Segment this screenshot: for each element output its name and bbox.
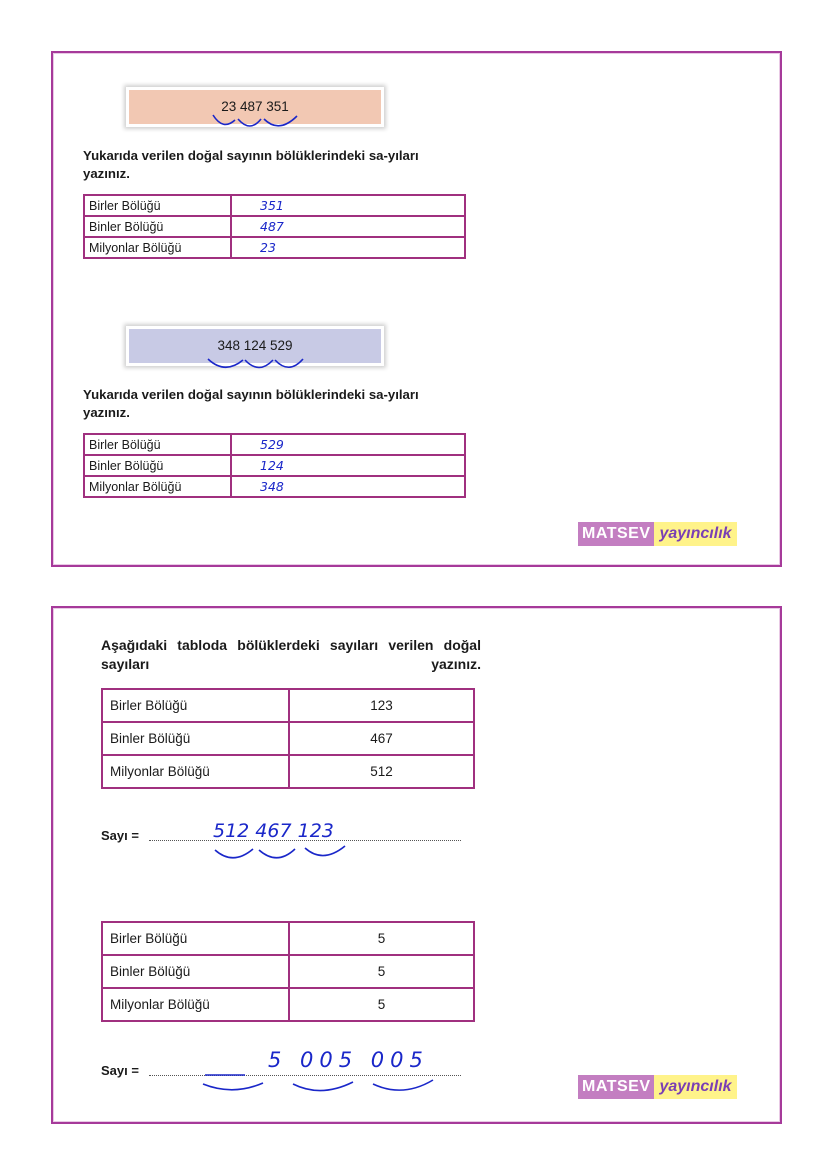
question-text: Yukarıda verilen doğal sayının bölüklerindeki sa-yıları yazınız. (83, 148, 419, 181)
table-row (84, 237, 465, 258)
table-row (84, 476, 465, 497)
question-text: Aşağıdaki tabloda bölüklerdeki sayıları verilen doğal sayıları yazınız. (101, 637, 481, 672)
sayi-label: Sayı = (101, 1063, 139, 1078)
table-row (102, 689, 474, 722)
answer-2[interactable]: 5 005 005 (268, 1048, 429, 1072)
row-value: 512 (289, 755, 474, 788)
group-table (83, 194, 466, 259)
group-table (101, 921, 475, 1022)
row-label: Birler Bölüğü (84, 195, 231, 216)
row-label: Binler Bölüğü (102, 955, 289, 988)
row-value: 5 (289, 922, 474, 955)
row-label: Birler Bölüğü (102, 922, 289, 955)
row-label: Milyonlar Bölüğü (102, 988, 289, 1021)
number-banner (126, 87, 384, 127)
row-answer[interactable]: 23 (231, 237, 465, 258)
row-value: 467 (289, 722, 474, 755)
question-text: Yukarıda verilen doğal sayının bölüklerindeki sa-yıları yazınız. (83, 387, 419, 420)
table-row (84, 434, 465, 455)
row-answer[interactable]: 348 (231, 476, 465, 497)
worksheet-panel-2 (51, 606, 782, 1124)
answer-dotted-line (149, 1075, 461, 1076)
row-value: 5 (289, 955, 474, 988)
row-label: Binler Bölüğü (102, 722, 289, 755)
row-answer[interactable]: 487 (231, 216, 465, 237)
publisher-logo (578, 522, 737, 546)
worksheet-panel-1 (51, 51, 782, 567)
row-label: Milyonlar Bölüğü (84, 476, 231, 497)
logo-part-1: MATSEV (578, 1075, 654, 1099)
number-text: 348 124 529 (217, 338, 293, 353)
row-value: 5 (289, 988, 474, 1021)
table-row (102, 722, 474, 755)
publisher-logo (578, 1075, 737, 1099)
answer-1[interactable]: 512 467 123 (213, 820, 334, 842)
table-row (84, 455, 465, 476)
row-label: Birler Bölüğü (102, 689, 289, 722)
logo-part-2: yayıncılık (654, 522, 736, 546)
group-table (83, 433, 466, 498)
sayi-label: Sayı = (101, 828, 139, 843)
logo-part-2: yayıncılık (654, 1075, 736, 1099)
number-text: 23 487 351 (221, 99, 289, 114)
table-row (84, 195, 465, 216)
table-row (102, 922, 474, 955)
row-answer[interactable]: 529 (231, 434, 465, 455)
table-row (102, 988, 474, 1021)
number-banner (126, 326, 384, 366)
row-label: Milyonlar Bölüğü (84, 237, 231, 258)
row-answer[interactable]: 351 (231, 195, 465, 216)
row-label: Milyonlar Bölüğü (102, 755, 289, 788)
table-row (102, 955, 474, 988)
row-value: 123 (289, 689, 474, 722)
table-row (84, 216, 465, 237)
table-row (102, 755, 474, 788)
group-table (101, 688, 475, 789)
logo-part-1: MATSEV (578, 522, 654, 546)
row-label: Binler Bölüğü (84, 216, 231, 237)
row-answer[interactable]: 124 (231, 455, 465, 476)
row-label: Birler Bölüğü (84, 434, 231, 455)
row-label: Binler Bölüğü (84, 455, 231, 476)
